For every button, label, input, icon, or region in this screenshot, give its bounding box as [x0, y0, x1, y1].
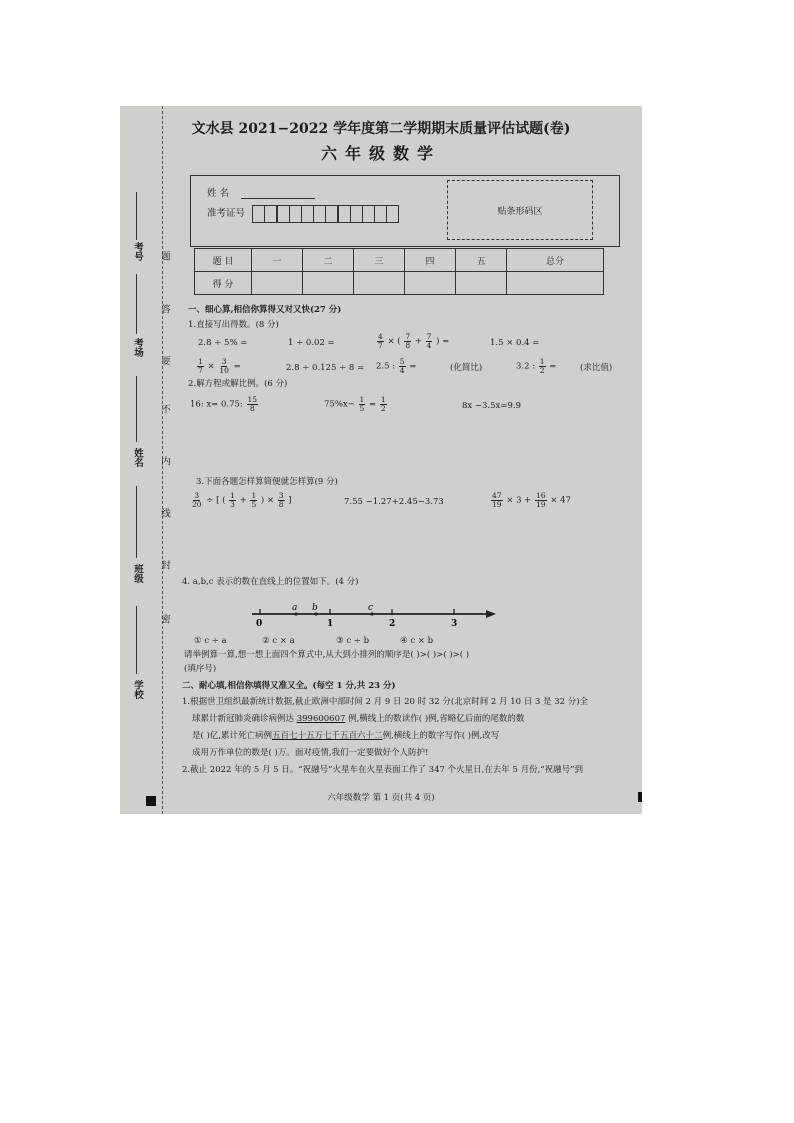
q4-prompt: 请举例算一算,想一想上面四个算式中,从大到小排列的顺序是( )>( )>( )>( ) — [184, 650, 470, 660]
margin-label-name: 姓名 — [132, 448, 143, 467]
seal-char: 答 — [159, 304, 170, 314]
number-line — [250, 602, 500, 630]
q1-note: (求比值) — [580, 363, 613, 373]
score-table — [194, 248, 604, 295]
barcode-label: 贴条形码区 — [497, 206, 543, 217]
seal-char: 要 — [159, 356, 170, 366]
score-cell: 二 — [303, 249, 354, 272]
fill-question-text: 成用万作单位的数是( )万。面对疫情,我们一定要做好个人防护! — [192, 748, 429, 758]
fill-question-text: 球累计新冠肺炎确诊病例达 399600607 例,横线上的数读作( )例,省略亿后面的尾数的数 — [192, 714, 525, 724]
q2-item: 75%x− $\frac{1}{5}$ = $\frac{1}{2}$ — [324, 395, 386, 413]
q4-option: ② c × a — [262, 636, 295, 646]
exam-id-label: 准考证号 — [207, 208, 246, 219]
q1-item: 2.8 ÷ 0.125 ÷ 8 = — [286, 363, 365, 373]
q1-item: 1.5 × 0.4 = — [490, 338, 540, 348]
seal-char: 封 — [159, 560, 170, 570]
q1-item: 2.5 : $\frac{5}{4}$ = — [376, 357, 417, 375]
score-input[interactable] — [405, 272, 456, 295]
margin-label-exam-number: 考号 — [132, 242, 143, 261]
page-footer: 六年级数学 第 1 页(共 4 页) — [327, 793, 435, 803]
score-cell: 一 — [252, 249, 303, 272]
number-line-arrow — [486, 610, 496, 618]
registration-mark — [638, 792, 642, 802]
seal-char: 密 — [159, 614, 170, 624]
score-row-label: 得 分 — [195, 272, 252, 295]
name-field[interactable] — [241, 198, 315, 199]
q2-item: 8x −3.5x=9.9 — [462, 401, 521, 411]
margin-line — [136, 486, 137, 558]
student-info-box — [190, 175, 620, 247]
exam-subtitle: 六年级数学 — [320, 144, 441, 163]
point-label-b: b — [312, 603, 318, 613]
margin-line — [136, 606, 137, 674]
score-input[interactable] — [354, 272, 405, 295]
q4-option: ① c ÷ a — [194, 636, 227, 646]
score-input[interactable] — [507, 272, 604, 295]
fill-question-text: 1.根据世卫组织最新统计数据,截止欧洲中部时间 2 月 9 日 20 时 32 分(北京时间 2 月 10 日 3 是 32 分)全 — [182, 697, 589, 707]
q2-title: 2.解方程或解比例。(6 分) — [188, 379, 288, 389]
exam-title: 文水县 2021−2022 学年度第二学期期末质量评估试题(卷) — [191, 121, 571, 137]
number-line-label: 1 — [327, 619, 334, 629]
margin-line — [136, 274, 137, 334]
point-label-a: a — [292, 603, 298, 613]
score-cell: 五 — [456, 249, 507, 272]
q1-item: 2.8 ÷ 5% = — [198, 338, 248, 348]
q3-item: 7.55 −1.27+2.45−3.73 — [344, 497, 444, 507]
seal-char: 线 — [159, 508, 170, 518]
q4-title: 4. a,b,c 表示的数在直线上的位置如下。(4 分) — [182, 577, 359, 587]
score-input[interactable] — [252, 272, 303, 295]
q1-item: $\frac{1}{7}$ × $\frac{3}{10}$ = — [198, 357, 241, 375]
number-line-label: 3 — [451, 619, 458, 629]
registration-mark — [146, 796, 156, 806]
score-table-header — [195, 249, 604, 272]
score-cell: 题 目 — [195, 249, 252, 272]
seal-char: 题 — [159, 251, 170, 261]
margin-label-school: 学校 — [132, 680, 143, 699]
fill-question-text: 是( )亿,累计死亡病例五百七十五万七千五百六十二例,横线上的数字写作( )例,改写 — [192, 731, 500, 741]
margin-line — [136, 376, 137, 442]
q1-item: $\frac{4}{7}$ × ( $\frac{7}{8}$ + $\frac{7}{4}$ ) = — [378, 332, 450, 350]
q1-item: 3.2 : $\frac{1}{2}$ = — [516, 357, 557, 375]
fill-question-text: 2.截止 2022 年的 5 月 5 日。“祝融号”火星车在火星表面工作了 347 个火星日,在去年 5 月份,“祝融号”到 — [182, 765, 583, 775]
barcode-area — [447, 180, 593, 240]
margin-label-class: 班级 — [132, 564, 143, 583]
q4-option: ④ c × b — [400, 636, 434, 646]
number-line-label: 0 — [256, 619, 263, 629]
q4-option: ③ c ÷ b — [336, 636, 370, 646]
section1-heading: 一、细心算,相信你算得又对又快(27 分) — [188, 305, 342, 315]
q3-item: $\frac{47}{19}$ × 3 + $\frac{16}{19}$ × 47 — [492, 491, 571, 509]
score-cell: 四 — [405, 249, 456, 272]
q1-title: 1.直接写出得数。(8 分) — [188, 320, 279, 330]
number-line-label: 2 — [389, 619, 396, 629]
q1-item: 1 ÷ 0.02 = — [288, 338, 335, 348]
q3-item: $\frac{3}{20}$ ÷ [ ( $\frac{1}{3}$ + $\frac{1}{5}$ ) × $\frac{3}{8}$ ] — [192, 491, 292, 509]
seal-char: 不 — [159, 404, 170, 414]
q3-title: 3.下面各题怎样算简便就怎样算(9 分) — [196, 477, 338, 487]
margin-line — [136, 192, 137, 240]
seal-char: 内 — [159, 456, 170, 466]
exam-page — [120, 106, 642, 814]
score-table-row — [195, 272, 604, 295]
section2-heading: 二、耐心填,相信你填得又准又全。(每空 1 分,共 23 分) — [182, 681, 396, 691]
score-cell: 总分 — [507, 249, 604, 272]
score-cell: 三 — [354, 249, 405, 272]
q1-note: (化简比) — [450, 363, 483, 373]
score-input[interactable] — [303, 272, 354, 295]
score-input[interactable] — [456, 272, 507, 295]
name-label: 姓 名 — [207, 188, 230, 199]
exam-id-field[interactable] — [253, 205, 399, 223]
q4-prompt-note: (填序号) — [184, 664, 217, 674]
margin-label-exam-room: 考场 — [132, 338, 143, 357]
point-label-c: c — [368, 603, 374, 613]
q2-item: 16: x= 0.75: $\frac{15}{8}$ — [190, 395, 258, 413]
